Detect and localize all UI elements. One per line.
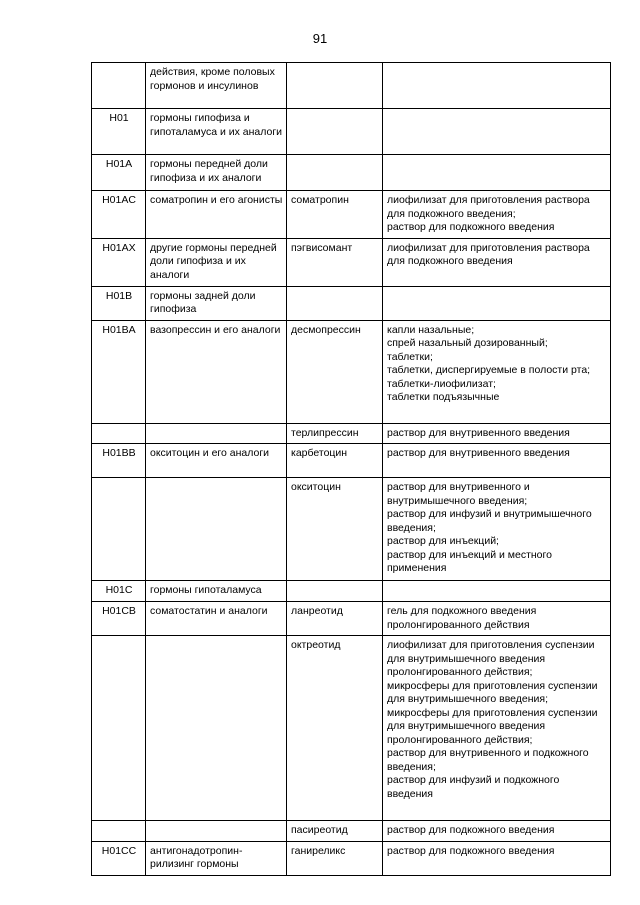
drug-cell [287, 109, 383, 155]
dosage-forms-cell: раствор для внутривенного введения [383, 444, 611, 478]
atc-code-cell: H01A [92, 155, 146, 191]
drug-cell: октреотид [287, 636, 383, 821]
group-cell: гормоны гипофиза и гипоталамуса и их аналоги [146, 109, 287, 155]
group-cell: соматропин и его агонисты [146, 191, 287, 239]
dosage-forms-cell: лиофилизат для приготовления раствора для подкожного введения [383, 238, 611, 286]
table-row [92, 841, 611, 875]
atc-code-cell: H01CC [92, 841, 146, 875]
table-row [92, 478, 611, 581]
dosage-forms-cell: лиофилизат для приготовления раствора для подкожного введения; раствор для подкожного введения [383, 191, 611, 239]
group-cell: действия, кроме половых гормонов и инсулинов [146, 63, 287, 109]
group-cell: гормоны гипоталамуса [146, 581, 287, 602]
dosage-forms-cell: капли назальные; спрей назальный дозированный; таблетки; таблетки, диспергируемые в полости рта; таблетки-лиофилизат; таблетки подъязычные [383, 320, 611, 423]
table-row [92, 581, 611, 602]
table-row [92, 444, 611, 478]
table-row [92, 423, 611, 444]
page-number: 91 [312, 31, 328, 46]
drug-cell [287, 155, 383, 191]
drug-cell: ганиреликс [287, 841, 383, 875]
group-cell [146, 478, 287, 581]
table-row [92, 63, 611, 109]
drug-cell: пэгвисомант [287, 238, 383, 286]
drug-cell: терлипрессин [287, 423, 383, 444]
dosage-forms-cell: раствор для подкожного введения [383, 841, 611, 875]
dosage-forms-cell: гель для подкожного введения пролонгированного действия [383, 602, 611, 636]
group-cell: гормоны задней доли гипофиза [146, 286, 287, 320]
dosage-forms-cell: раствор для внутривенного и внутримышечного введения; раствор для инфузий и внутримышечного введения; раствор для инъекций; раствор для инъекций и местного применения [383, 478, 611, 581]
atc-code-cell [92, 423, 146, 444]
drug-cell: пасиреотид [287, 821, 383, 842]
atc-code-cell [92, 478, 146, 581]
atc-code-cell: H01C [92, 581, 146, 602]
atc-code-cell [92, 63, 146, 109]
dosage-forms-cell [383, 63, 611, 109]
dosage-forms-cell: раствор для подкожного введения [383, 821, 611, 842]
table-row [92, 109, 611, 155]
dosage-forms-cell [383, 286, 611, 320]
drug-table [91, 62, 611, 876]
drug-cell [287, 581, 383, 602]
drug-cell [287, 286, 383, 320]
group-cell: другие гормоны передней доли гипофиза и их аналоги [146, 238, 287, 286]
group-cell: соматостатин и аналоги [146, 602, 287, 636]
table-row [92, 821, 611, 842]
group-cell: гормоны передней доли гипофиза и их аналоги [146, 155, 287, 191]
drug-cell: соматропин [287, 191, 383, 239]
atc-code-cell: H01AC [92, 191, 146, 239]
drug-cell: десмопрессин [287, 320, 383, 423]
atc-code-cell [92, 821, 146, 842]
table-row [92, 191, 611, 239]
table-row [92, 238, 611, 286]
atc-code-cell: H01AX [92, 238, 146, 286]
table-row [92, 286, 611, 320]
group-cell: антигонадотропин-рилизинг гормоны [146, 841, 287, 875]
atc-code-cell: H01BB [92, 444, 146, 478]
dosage-forms-cell [383, 109, 611, 155]
dosage-forms-cell: лиофилизат для приготовления суспензии для внутримышечного введения пролонгированного действия; микросферы для приготовления суспензии для внутримышечного введения; микросферы для приготовления суспензии для внутримышечного введения пролонгированного действия; раствор для внутривенного и подкожного введения; раствор для инфузий и подкожного введения [383, 636, 611, 821]
dosage-forms-cell [383, 155, 611, 191]
atc-code-cell [92, 636, 146, 821]
group-cell [146, 636, 287, 821]
table-row [92, 320, 611, 423]
drug-cell: окситоцин [287, 478, 383, 581]
atc-code-cell: H01 [92, 109, 146, 155]
atc-code-cell: H01B [92, 286, 146, 320]
dosage-forms-cell: раствор для внутривенного введения [383, 423, 611, 444]
group-cell: вазопрессин и его аналоги [146, 320, 287, 423]
drug-cell [287, 63, 383, 109]
group-cell [146, 821, 287, 842]
atc-code-cell: H01CB [92, 602, 146, 636]
drug-cell: ланреотид [287, 602, 383, 636]
group-cell: окситоцин и его аналоги [146, 444, 287, 478]
table-row [92, 636, 611, 821]
drug-cell: карбетоцин [287, 444, 383, 478]
table-row [92, 602, 611, 636]
atc-code-cell: H01BA [92, 320, 146, 423]
group-cell [146, 423, 287, 444]
dosage-forms-cell [383, 581, 611, 602]
table-row [92, 155, 611, 191]
